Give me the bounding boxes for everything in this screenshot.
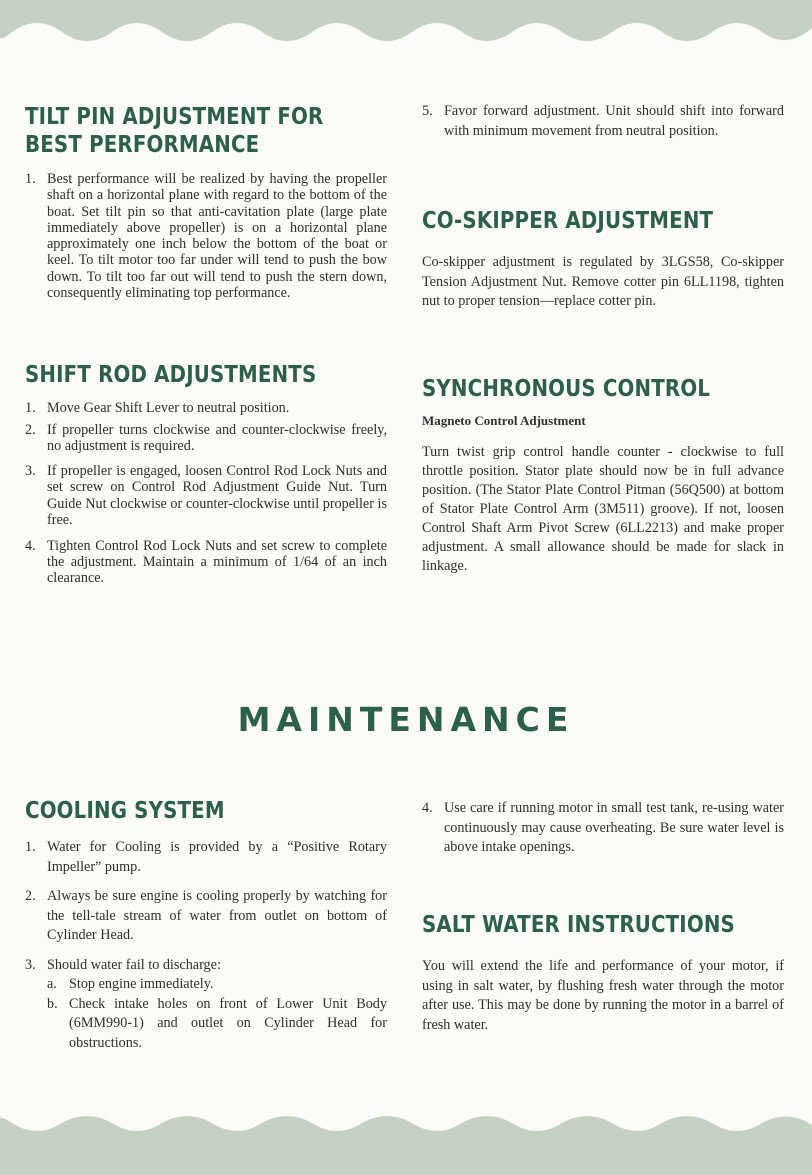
item-number: 3. [25, 463, 36, 479]
shift-rod-continued [422, 102, 784, 141]
cooling-system-continued [422, 799, 784, 858]
sub-item-letter: b. [47, 995, 58, 1012]
cooling-sublist [47, 975, 387, 1053]
sublist-item [47, 975, 387, 995]
item-text: Best performance will be realized by having the propeller shaft on a horizontal plane with regard to the bottom of the boat. Set tilt pin so that anti-cavitation plate (large plate immediately above propeller) is on a horizontal plane approximately one inch below the bottom of the boat or keel. To tilt motor too far under will tend to push the bow down. To tilt too far out will tend to push the stern down, consequently eliminating top performance. [47, 171, 387, 302]
cooling-system-list-continued [422, 799, 784, 858]
cooling-system-title: COOLING SYSTEM [25, 798, 225, 824]
salt-water-title: SALT WATER INSTRUCTIONS [422, 912, 735, 938]
item-text: If propeller turns clockwise and counter-clockwise freely, no adjustment is required. [47, 422, 387, 454]
item-text: Water for Cooling is provided by a “Positive Rotary Impeller” pump. [47, 839, 387, 875]
tilt-pin-title-line2: BEST PERFORMANCE [25, 132, 260, 158]
item-number: 2. [25, 422, 36, 438]
list-item [25, 400, 387, 416]
synchronous-control-text: Turn twist grip control handle counter - clockwise to full throttle position. Stator plate should now be in full advance position. (The Stator Plate Control Pitman (56Q500) at bottom of Stator Plate Control Arm (3M511) groove). If not, loosen Control Shaft Arm Pivot Screw (6LL2213) and make proper adjustment. A small allowance should be made for slack in linkage. [422, 444, 784, 574]
item-number: 4. [25, 537, 36, 554]
item-number: 2. [25, 888, 36, 904]
salt-water-text: You will extend the life and performance of your motor, if using in salt water, by flushing fresh water through the motor after use. This may be done by running the motor in a barrel of fresh water. [422, 958, 784, 1033]
tilt-pin-list [25, 171, 387, 301]
list-item [422, 102, 784, 141]
co-skipper-title: CO-SKIPPER ADJUSTMENT [422, 208, 714, 234]
item-text: Use care if running motor in small test tank, re-using water continuously may cause overheating. Be sure water level is above intake openings. [444, 800, 784, 855]
bottom-scallop-band [0, 1105, 812, 1175]
synchronous-control-title: SYNCHRONOUS CONTROL [422, 376, 711, 402]
cooling-system-section [25, 797, 387, 1053]
tilt-pin-section [25, 103, 387, 301]
top-scallop-band [0, 0, 812, 60]
sub-item-text: Check intake holes on front of Lower Unit Body (6MM990-1) and outlet on Cylinder Head for obstructions. [69, 995, 387, 1051]
maintenance-heading: MAINTENANCE [237, 700, 575, 739]
item-number: 4. [422, 800, 433, 816]
sub-item-text: Stop engine immediately. [69, 976, 214, 992]
list-item [25, 538, 387, 586]
item-text: Favor forward adjustment. Unit should shift into forward with minimum movement from neutral position. [444, 103, 784, 139]
item-number: 3. [25, 956, 36, 973]
magneto-subtitle: Magneto Control Adjustment [422, 413, 586, 428]
list-item [25, 887, 387, 946]
list-item [422, 799, 784, 858]
synchronous-control-section [422, 375, 784, 576]
salt-water-section [422, 911, 784, 1035]
list-item [25, 838, 387, 877]
co-skipper-text: Co-skipper adjustment is regulated by 3LGS58, Co-skipper Tension Adjustment Nut. Remove cotter pin 6LL1198, tighten nut to proper tension—replace cotter pin. [422, 254, 784, 309]
item-number: 1. [25, 839, 36, 855]
item-text: Always be sure engine is cooling properly by watching for the tell-tale stream of water from outlet on bottom of Cylinder Head. [47, 888, 387, 943]
sublist-item [47, 995, 387, 1054]
tilt-pin-title-line1: TILT PIN ADJUSTMENT FOR [25, 104, 324, 130]
list-item [25, 956, 387, 1054]
shift-rod-list-continued [422, 102, 784, 141]
item-text: Should water fail to discharge: [47, 956, 221, 973]
co-skipper-section [422, 207, 784, 312]
sub-item-letter: a. [47, 976, 57, 992]
item-number: 5. [422, 103, 433, 119]
shift-rod-title: SHIFT ROD ADJUSTMENTS [25, 362, 317, 388]
item-number: 1. [25, 400, 36, 416]
cooling-system-list [25, 838, 387, 1053]
list-item [25, 422, 387, 454]
shift-rod-section [25, 361, 387, 586]
item-number: 1. [25, 171, 36, 187]
list-item [25, 171, 387, 301]
item-text: If propeller is engaged, loosen Control Rod Lock Nuts and set screw on Control Rod Adjustment Guide Nut. Turn Guide Nut clockwise or counter-clockwise until propeller is free. [47, 463, 387, 529]
list-item [25, 463, 387, 529]
item-text: Move Gear Shift Lever to neutral position. [47, 400, 290, 416]
shift-rod-list [25, 400, 387, 586]
item-text: Tighten Control Rod Lock Nuts and set screw to complete the adjustment. Maintain a minimum of 1/64 of an inch clearance. [47, 537, 387, 586]
